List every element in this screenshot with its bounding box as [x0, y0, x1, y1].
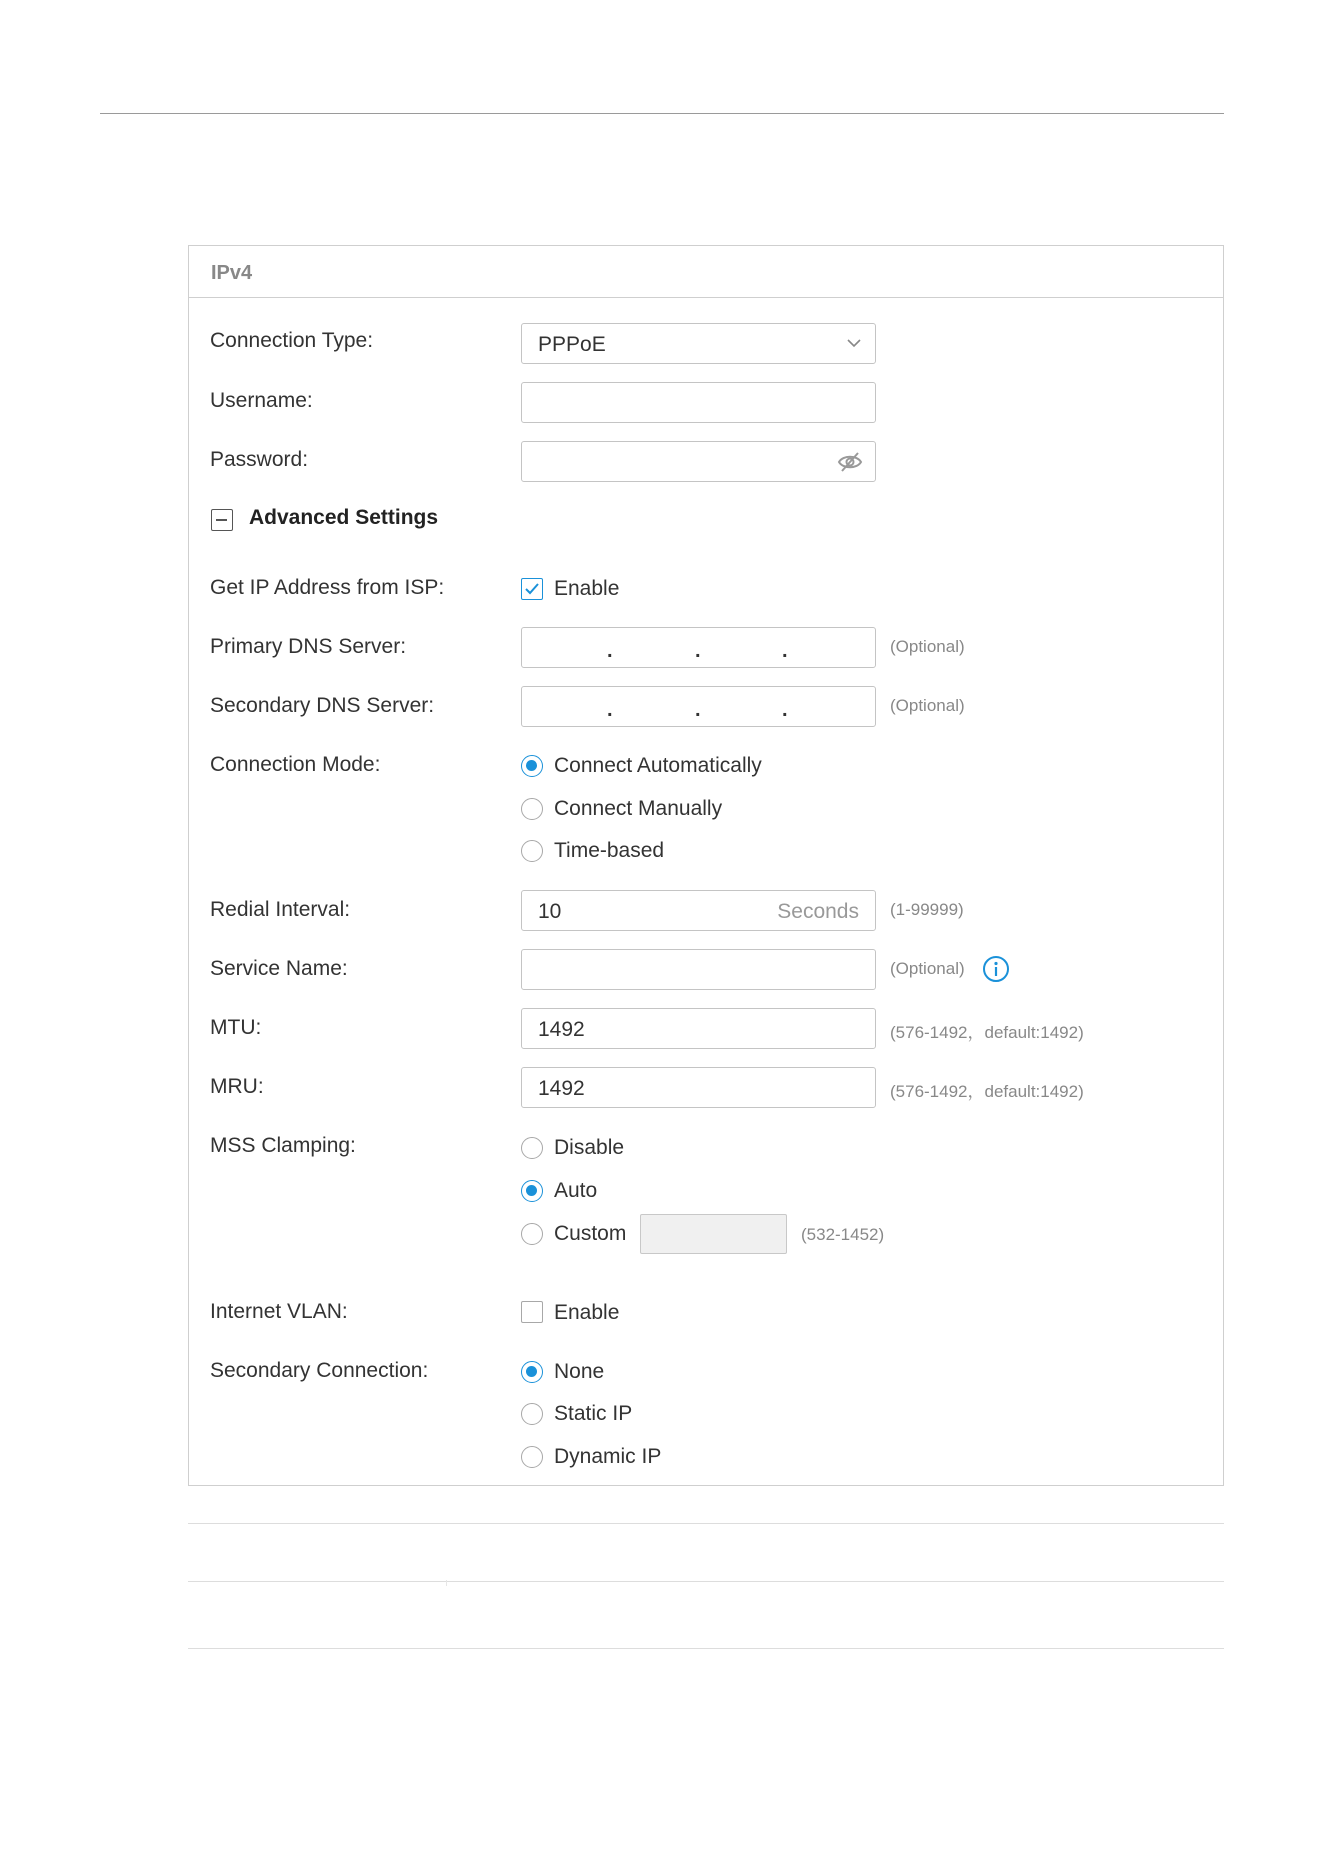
info-icon[interactable]	[982, 955, 1010, 983]
service-name-label: Service Name:	[210, 957, 348, 980]
mss-clamping-radio-disable[interactable]	[521, 1137, 543, 1159]
mss-clamping-option-disable[interactable]: Disable	[554, 1136, 625, 1159]
connection-type-label: Connection Type:	[210, 329, 374, 352]
mss-custom-input[interactable]	[640, 1214, 787, 1254]
table-rule	[188, 1648, 1224, 1649]
mru-input[interactable]	[521, 1067, 876, 1108]
ip-separator: .	[695, 699, 701, 721]
mss-clamping-radio-auto[interactable]	[521, 1180, 543, 1202]
secondary-connection-label: Secondary Connection:	[210, 1359, 429, 1382]
service-name-hint: (Optional)	[890, 959, 965, 978]
connection-mode-radio-manual[interactable]	[521, 798, 543, 820]
panel-header	[189, 246, 1223, 298]
primary-dns-hint: (Optional)	[890, 637, 965, 656]
ip-separator: .	[695, 640, 701, 662]
mru-value: 1492	[538, 1077, 585, 1100]
panel-title: IPv4	[211, 262, 253, 284]
redial-interval-label: Redial Interval:	[210, 898, 351, 921]
mss-clamping-radio-custom[interactable]	[521, 1223, 543, 1245]
internet-vlan-label: Internet VLAN:	[210, 1300, 348, 1323]
secondary-connection-option-dynamic-ip[interactable]: Dynamic IP	[554, 1445, 662, 1468]
secondary-connection-radio-dynamic-ip[interactable]	[521, 1446, 543, 1468]
check-icon	[524, 581, 540, 597]
table-rule	[188, 1581, 1224, 1582]
redial-interval-hint: (1-99999)	[890, 900, 964, 919]
get-ip-checkbox[interactable]	[521, 578, 543, 600]
redial-interval-input[interactable]	[521, 890, 876, 931]
eye-hidden-icon[interactable]	[837, 450, 863, 474]
redial-interval-value: 10	[538, 900, 562, 923]
connection-mode-label: Connection Mode:	[210, 753, 381, 776]
username-label: Username:	[210, 389, 313, 412]
secondary-dns-label: Secondary DNS Server:	[210, 694, 435, 717]
connection-mode-option-auto[interactable]: Connect Automatically	[554, 754, 762, 777]
mss-clamping-option-custom[interactable]: Custom	[554, 1222, 627, 1245]
ip-separator: .	[782, 640, 788, 662]
redial-interval-unit: Seconds	[777, 900, 859, 923]
mru-label: MRU:	[210, 1075, 264, 1098]
password-input[interactable]	[521, 441, 876, 482]
service-name-input[interactable]	[521, 949, 876, 990]
mtu-label: MTU:	[210, 1016, 262, 1039]
secondary-connection-radio-none[interactable]	[521, 1361, 543, 1383]
mss-custom-hint: (532-1452)	[801, 1225, 885, 1244]
connection-mode-radio-time-based[interactable]	[521, 840, 543, 862]
internet-vlan-option-label: Enable	[554, 1301, 620, 1324]
mtu-value: 1492	[538, 1018, 585, 1041]
table-rule	[188, 1523, 1224, 1524]
secondary-connection-option-none[interactable]: None	[554, 1360, 605, 1383]
minus-square-icon[interactable]	[211, 509, 233, 531]
mtu-input[interactable]	[521, 1008, 876, 1049]
primary-dns-input[interactable]	[521, 627, 876, 668]
mtu-hint: (576-1492，default:1492)	[890, 1023, 1084, 1042]
connection-mode-option-manual[interactable]: Connect Manually	[554, 797, 723, 820]
internet-vlan-checkbox[interactable]	[521, 1301, 543, 1323]
chevron-down-icon	[845, 334, 863, 352]
advanced-settings-title[interactable]: Advanced Settings	[249, 506, 439, 529]
ip-separator: .	[607, 640, 613, 662]
password-label: Password:	[210, 448, 309, 471]
get-ip-option-label: Enable	[554, 577, 620, 600]
table-column-divider	[446, 1580, 447, 1586]
get-ip-label: Get IP Address from ISP:	[210, 576, 445, 599]
secondary-connection-radio-static-ip[interactable]	[521, 1403, 543, 1425]
mss-clamping-option-auto[interactable]: Auto	[554, 1179, 598, 1202]
connection-mode-option-time-based[interactable]: Time-based	[554, 839, 665, 862]
secondary-dns-hint: (Optional)	[890, 696, 965, 715]
secondary-dns-input[interactable]	[521, 686, 876, 727]
username-input[interactable]	[521, 382, 876, 423]
primary-dns-label: Primary DNS Server:	[210, 635, 407, 658]
mru-hint: (576-1492，default:1492)	[890, 1082, 1084, 1101]
connection-mode-radio-auto[interactable]	[521, 755, 543, 777]
ip-separator: .	[782, 699, 788, 721]
secondary-connection-option-static-ip[interactable]: Static IP	[554, 1402, 633, 1425]
connection-type-select[interactable]	[521, 323, 876, 364]
connection-type-value: PPPoE	[538, 333, 606, 356]
mss-clamping-label: MSS Clamping:	[210, 1134, 356, 1157]
page-top-rule	[100, 113, 1224, 114]
ip-separator: .	[607, 699, 613, 721]
